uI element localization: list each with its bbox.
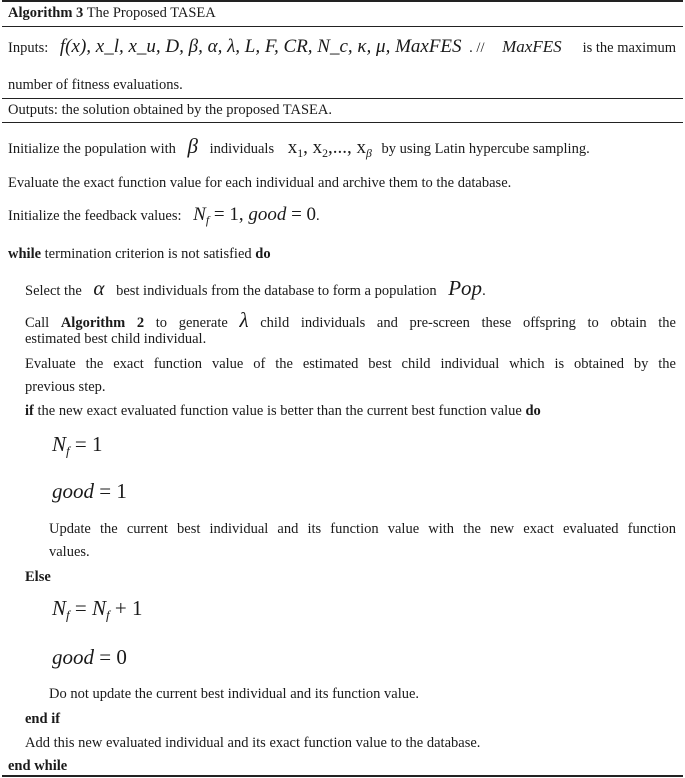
inputs-label: Inputs: [8, 40, 49, 56]
algorithm-name: The Proposed TASEA [86, 5, 216, 21]
good-equals-one: good = 1 [52, 479, 127, 503]
select-period: . [482, 283, 486, 299]
init-pop-vector: $x_1$, $x_2$,..., $x_\beta$ [287, 137, 372, 161]
good-equals-zero: good = 0 [52, 645, 127, 669]
top-rule [2, 0, 683, 2]
call-algorithm-ref: Algorithm 2 [60, 315, 145, 331]
call-text-b: to generate [155, 315, 228, 331]
inputs-comment-text: is the maximum [582, 40, 676, 56]
nf-increment: $N_f = N_f + 1$ [52, 596, 143, 623]
init-pop-beta: β [187, 134, 199, 158]
select-text-a: Select the [25, 283, 82, 299]
nf-equals-one: $N_f = 1$ [52, 432, 103, 459]
init-pop-text-c: by using Latin hypercube sampling. [381, 141, 590, 157]
title-rule [2, 26, 683, 27]
inputs-line-2: number of fitness evaluations. [8, 77, 183, 93]
algorithm-label: Algorithm 3 [8, 5, 84, 21]
while-keyword: while [8, 246, 42, 262]
if-keyword: if [25, 403, 34, 419]
if-line [25, 403, 541, 420]
init-population-line [8, 134, 590, 161]
while-condition: termination criterion is not satisfied [44, 246, 252, 262]
else-keyword: Else [25, 569, 51, 585]
inputs-line [8, 36, 676, 58]
call-text-a: Call [25, 315, 50, 331]
init-pop-text-a: Initialize the population with [8, 141, 176, 157]
call-line-2: estimated best child individual. [25, 331, 207, 347]
if-do-keyword: do [525, 403, 541, 419]
if-condition: the new exact evaluated function value is better than the current best function value [37, 403, 522, 419]
while-line [8, 246, 271, 263]
call-text-c: child individuals and pre-screen these offspring to obtain the [260, 315, 676, 331]
evaluate-line: Evaluate the exact function value for each individual and archive them to the database. [8, 175, 512, 191]
end-while-keyword: end while [8, 758, 68, 774]
select-alpha: α [93, 276, 105, 300]
update-line-2: values. [49, 544, 90, 560]
end-if-keyword: end if [25, 711, 61, 727]
init-pop-text-b: individuals [209, 141, 275, 157]
init-feedback-line [8, 204, 320, 228]
outputs-line: Outputs: the solution obtained by the proposed TASEA. [8, 102, 332, 118]
inputs-comment-var: MaxFES [502, 37, 562, 56]
call-lambda: λ [239, 308, 249, 332]
select-text-b: best individuals from the database to form a population [116, 283, 437, 299]
inputs-comment-prefix: . // [469, 40, 485, 56]
no-update-line: Do not update the current best individual and its function value. [49, 686, 420, 702]
init-feedback-period: . [316, 208, 320, 224]
inputs-formula: f(x), x_l, x_u, D, β, α, λ, L, F, CR, N_c, κ, μ, MaxFES [59, 36, 462, 57]
select-line [25, 276, 486, 301]
select-pop: Pop [448, 276, 483, 300]
eval-best-line-2: previous step. [25, 379, 106, 395]
update-line: Update the current best individual and its function value with the new exact evaluated function [49, 521, 676, 537]
init-feedback-text: Initialize the feedback values: [8, 208, 182, 224]
outputs-top-rule [2, 98, 683, 99]
algorithm-title [8, 5, 216, 22]
init-feedback-formula: $N_f = 1$, good = 0 [193, 204, 317, 228]
add-new-line: Add this new evaluated individual and its exact function value to the database. [25, 735, 481, 751]
bottom-rule [2, 775, 683, 777]
call-line [25, 308, 676, 333]
outputs-bottom-rule [2, 122, 683, 123]
eval-best-line: Evaluate the exact function value of the estimated best child individual which is obtained by the [25, 356, 676, 372]
while-do-keyword: do [255, 246, 271, 262]
